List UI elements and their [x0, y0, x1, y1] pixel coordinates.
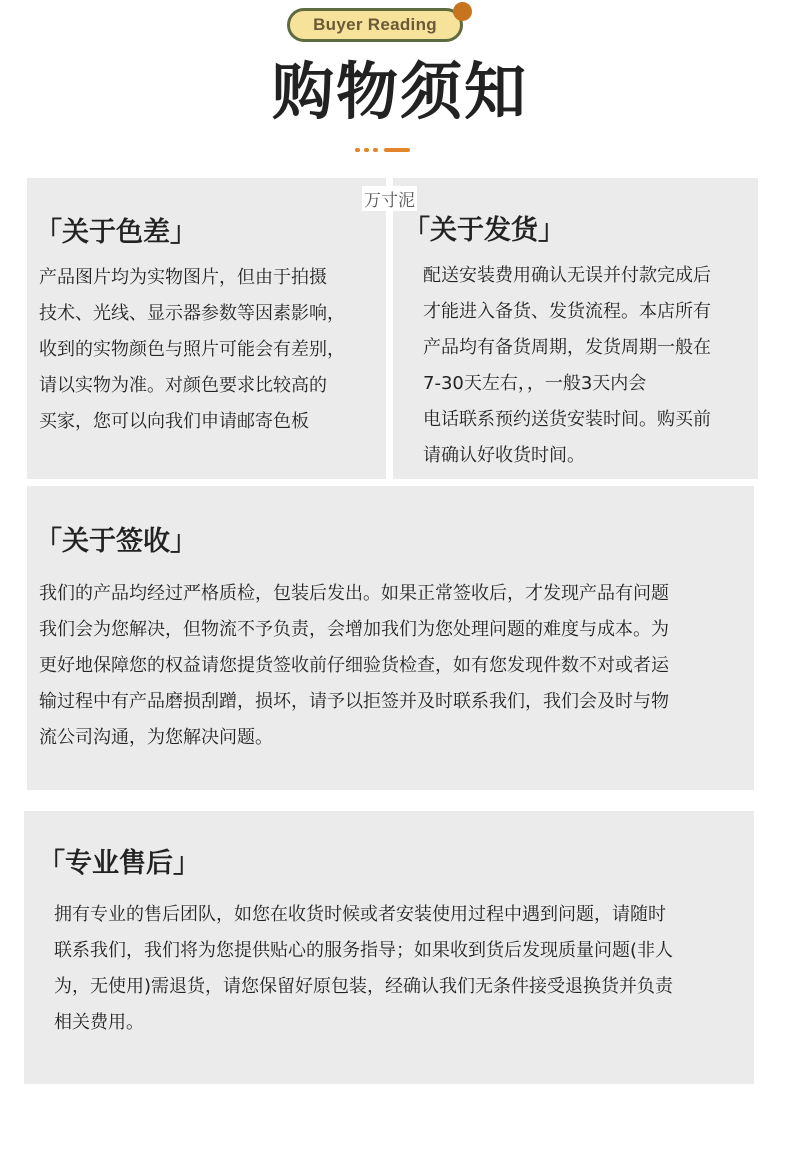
badge-label: Buyer Reading [313, 15, 437, 34]
after-sales-panel [24, 811, 754, 1084]
title-underline-dot [364, 148, 369, 152]
title-underline-bar [384, 148, 410, 152]
text-line: 相关费用。 [54, 1012, 144, 1033]
page-title: 购物须知 [271, 55, 528, 128]
watermark: 万寸泥 [362, 186, 417, 211]
text-line: 请以实物为准。对颜色要求比较高的 [39, 375, 327, 396]
color-difference-title: 「关于色差」 [35, 217, 197, 248]
text-line: 流公司沟通，为您解决问题。 [39, 727, 273, 748]
text-line: 配送安装费用确认无误并付款完成后 [423, 265, 711, 286]
text-line: 我们的产品均经过严格质检，包装后发出。如果正常签收后，才发现产品有问题 [39, 583, 669, 604]
text-line: 7-30天左右，，一般3天内会 [423, 373, 647, 394]
text-line: 买家，您可以向我们申请邮寄色板 [39, 411, 309, 432]
text-line: 联系我们，我们将为您提供贴心的服务指导；如果收到货后发现质量问题(非人 [54, 940, 674, 961]
text-line: 产品均有备货周期，发货周期一般在 [423, 337, 711, 358]
text-line: 才能进入备货、发货流程。本店所有 [423, 301, 711, 322]
shipping-title: 「关于发货」 [403, 215, 565, 246]
color-difference-panel [27, 178, 386, 479]
text-line: 收到的实物颜色与照片可能会有差别， [39, 339, 345, 360]
text-line: 请确认好收货时间。 [423, 445, 585, 466]
buyer-reading-badge [287, 8, 463, 42]
text-line: 电话联系预约送货安装时间。购买前 [423, 409, 711, 430]
text-line: 我们会为您解决，但物流不予负责，会增加我们为您处理问题的难度与成本。为 [39, 619, 669, 640]
shipping-text [423, 258, 711, 474]
text-line: 输过程中有产品磨损刮蹭，损坏，请予以拒签并及时联系我们，我们会及时与物 [39, 691, 669, 712]
text-line: 为，无使用)需退货，请您保留好原包装，经确认我们无条件接受退换货并负责 [54, 976, 674, 997]
text-line: 技术、光线、显示器参数等因素影响， [39, 303, 345, 324]
receipt-title: 「关于签收」 [35, 526, 197, 557]
title-underline-dot [355, 148, 360, 152]
color-difference-text [39, 260, 345, 440]
text-line: 产品图片均为实物图片，但由于拍摄 [39, 267, 327, 288]
text-line: 拥有专业的售后团队，如您在收货时候或者安装使用过程中遇到问题，请随时 [54, 904, 666, 925]
after-sales-title: 「专业售后」 [38, 848, 200, 879]
text-line: 更好地保障您的权益请您提货签收前仔细验货检查，如有您发现件数不对或者运 [39, 655, 669, 676]
receipt-text [39, 576, 669, 756]
title-underline-dot [373, 148, 378, 152]
receipt-panel [27, 486, 754, 790]
after-sales-text [54, 897, 673, 1041]
shipping-panel [393, 178, 758, 479]
badge-dot-decoration [453, 2, 472, 21]
